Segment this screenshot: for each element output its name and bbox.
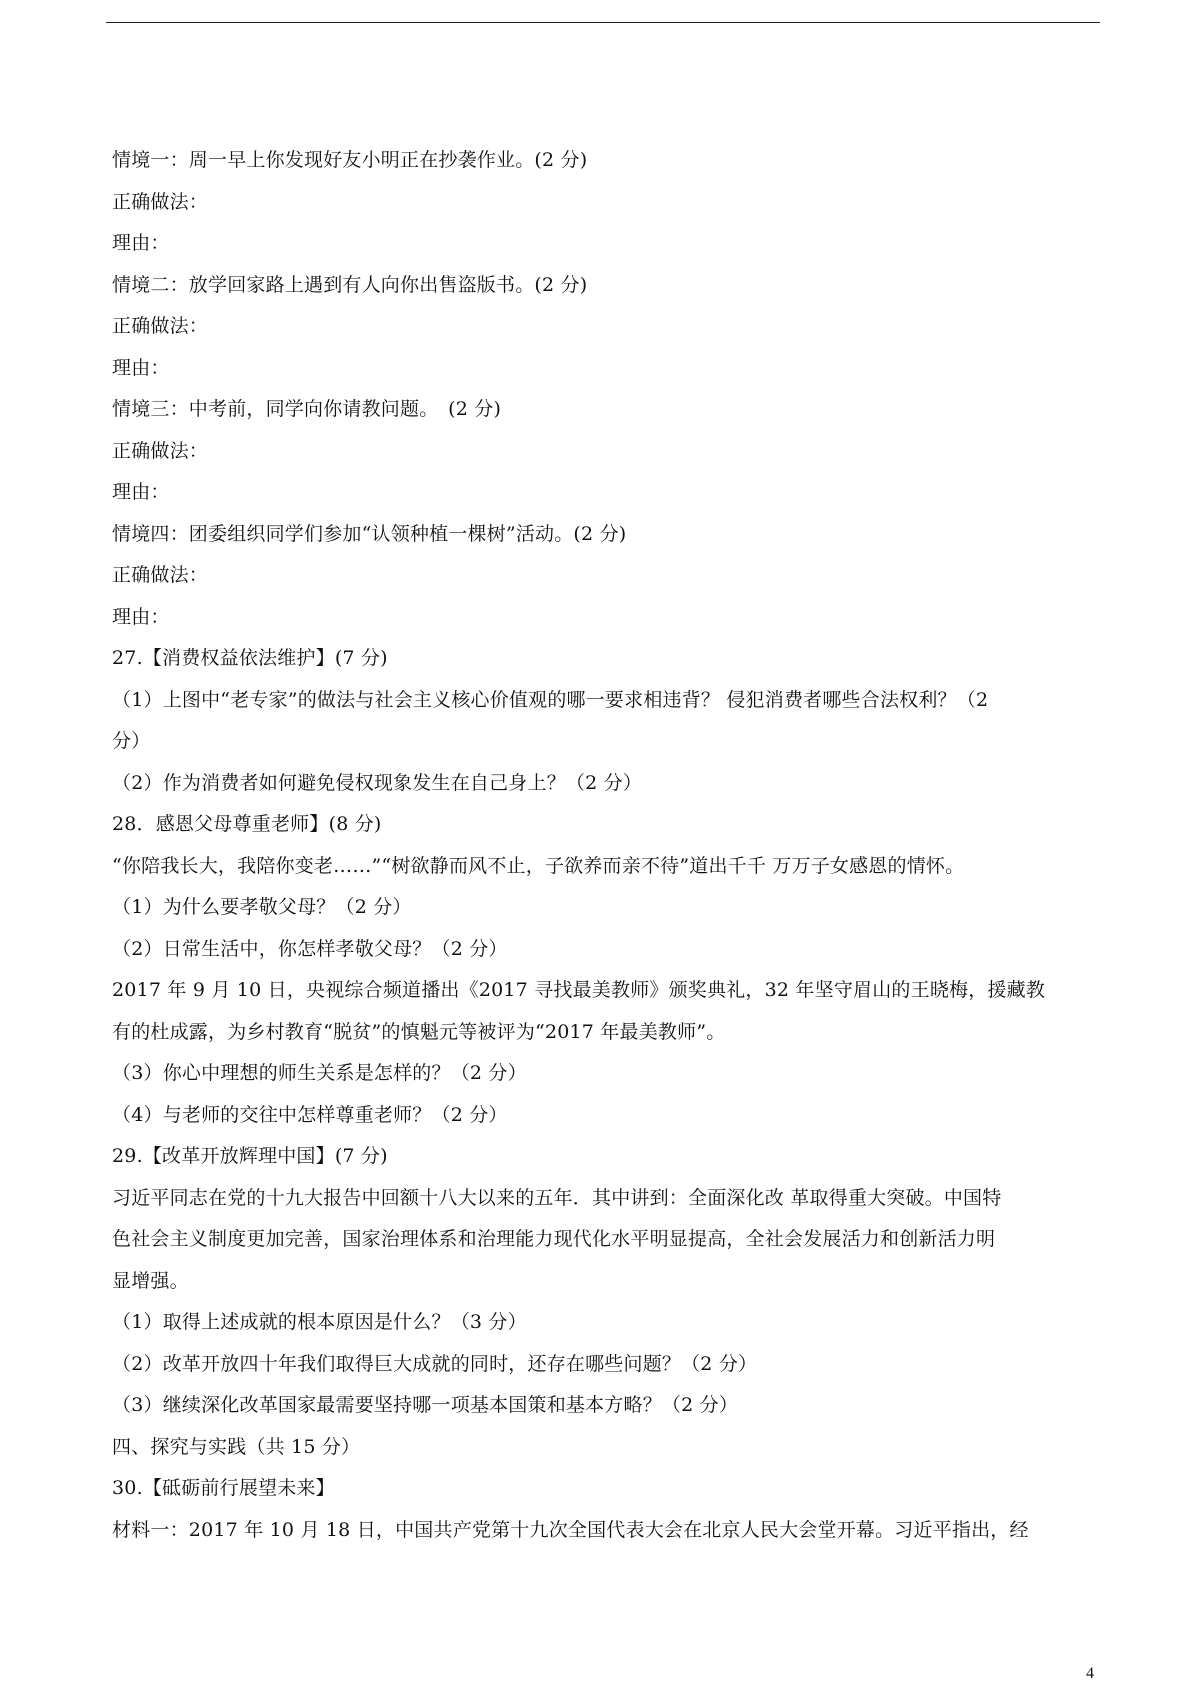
question-29-part-1: （1）取得上述成就的根本原因是什么？（3 分） — [112, 1311, 527, 1333]
question-29-part-3: （3）继续深化改革国家最需要坚持哪一项基本国策和基本方略？（2 分） — [112, 1394, 739, 1416]
header-rule — [106, 22, 1100, 23]
question-28-material-line-2: 有的杜成露，为乡村教育“脱贫”的慎魁元等被评为“2017 年最美教师”。 — [112, 1020, 726, 1043]
question-28-part-3: （3）你心中理想的师生关系是怎样的？（2 分） — [112, 1062, 527, 1084]
question-27-heading: 27.【消费权益依法维护】(7 分) — [112, 647, 388, 669]
question-28-part-2: （2）日常生活中，你怎样孝敬父母？（2 分） — [112, 937, 508, 960]
question-29-heading: 29.【改革开放辉理中国】(7 分) — [112, 1145, 388, 1167]
question-28-part-1: （1）为什么要孝敬父母？（2 分） — [112, 896, 412, 918]
scenario-1-reason: 理由： — [112, 232, 170, 254]
section-4-heading: 四、探究与实践（共 15 分） — [112, 1435, 361, 1458]
scenario-1-prompt: 情境一：周一早上你发现好友小明正在抄袭作业。(2 分) — [112, 149, 588, 171]
scenario-2-prompt: 情境二：放学回家路上遇到有人向你出售盗版书。(2 分) — [112, 273, 588, 296]
question-27-part-2: （2）作为消费者如何避免侵权现象发生在自己身上？（2 分） — [112, 771, 643, 794]
scenario-1-correct-action: 正确做法： — [112, 190, 209, 213]
question-28-heading: 28．感恩父母尊重老师】(8 分) — [112, 813, 382, 835]
question-30-material-1: 材料一：2017 年 10 月 18 日，中国共产党第十九次全国代表大会在北京人民大会堂开幕。习近平指出，经 — [112, 1518, 1029, 1541]
scenario-2-correct-action: 正确做法： — [112, 315, 209, 337]
question-27-part-1: （1）上图中“老专家”的做法与社会主义核心价值观的哪一要求相违背？ 侵犯消费者哪些合法权利？（2 — [112, 688, 989, 711]
scenario-4-prompt: 情境四：团委组织同学们参加“认领种植一棵树”活动。(2 分) — [112, 522, 627, 545]
page-number: 4 — [1086, 1665, 1094, 1682]
question-27-part-1-cont: 分） — [112, 730, 151, 752]
question-28-part-4: （4）与老师的交往中怎样尊重老师？（2 分） — [112, 1103, 508, 1126]
question-29-material-line-3: 显增强。 — [112, 1269, 189, 1292]
question-28-material-line-1: 2017 年 9 月 10 日，央视综合频道播出《2017 寻找最美教师》颁奖典礼，32 年坚守眉山的王晓梅，援藏教 — [112, 979, 1046, 1001]
question-28-quote: “你陪我长大，我陪你变老……”“树欲静而风不止，子欲养而亲不待”道出千千 万万子女感恩的情怀。 — [112, 854, 965, 877]
scenario-3-correct-action: 正确做法： — [112, 439, 209, 462]
question-30-heading: 30.【砥砺前行展望未来】 — [112, 1477, 335, 1499]
scenario-2-reason: 理由： — [112, 356, 170, 379]
scenario-3-prompt: 情境三：中考前，同学向你请教问题。 (2 分) — [112, 398, 502, 420]
question-29-material-line-1: 习近平同志在党的十九大报告中回额十八大以来的五年．其中讲到：全面深化改 革取得重大突破。中国特 — [112, 1186, 1002, 1209]
scenario-4-reason: 理由： — [112, 605, 170, 628]
document-body — [112, 140, 1102, 1551]
question-29-part-2: （2）改革开放四十年我们取得巨大成就的同时，还存在哪些问题？（2 分） — [112, 1352, 758, 1375]
scenario-3-reason: 理由： — [112, 481, 170, 503]
scenario-4-correct-action: 正确做法： — [112, 564, 209, 586]
question-29-material-line-2: 色社会主义制度更加完善，国家治理体系和治理能力现代化水平明显提高，全社会发展活力和创新活力明 — [112, 1228, 996, 1250]
